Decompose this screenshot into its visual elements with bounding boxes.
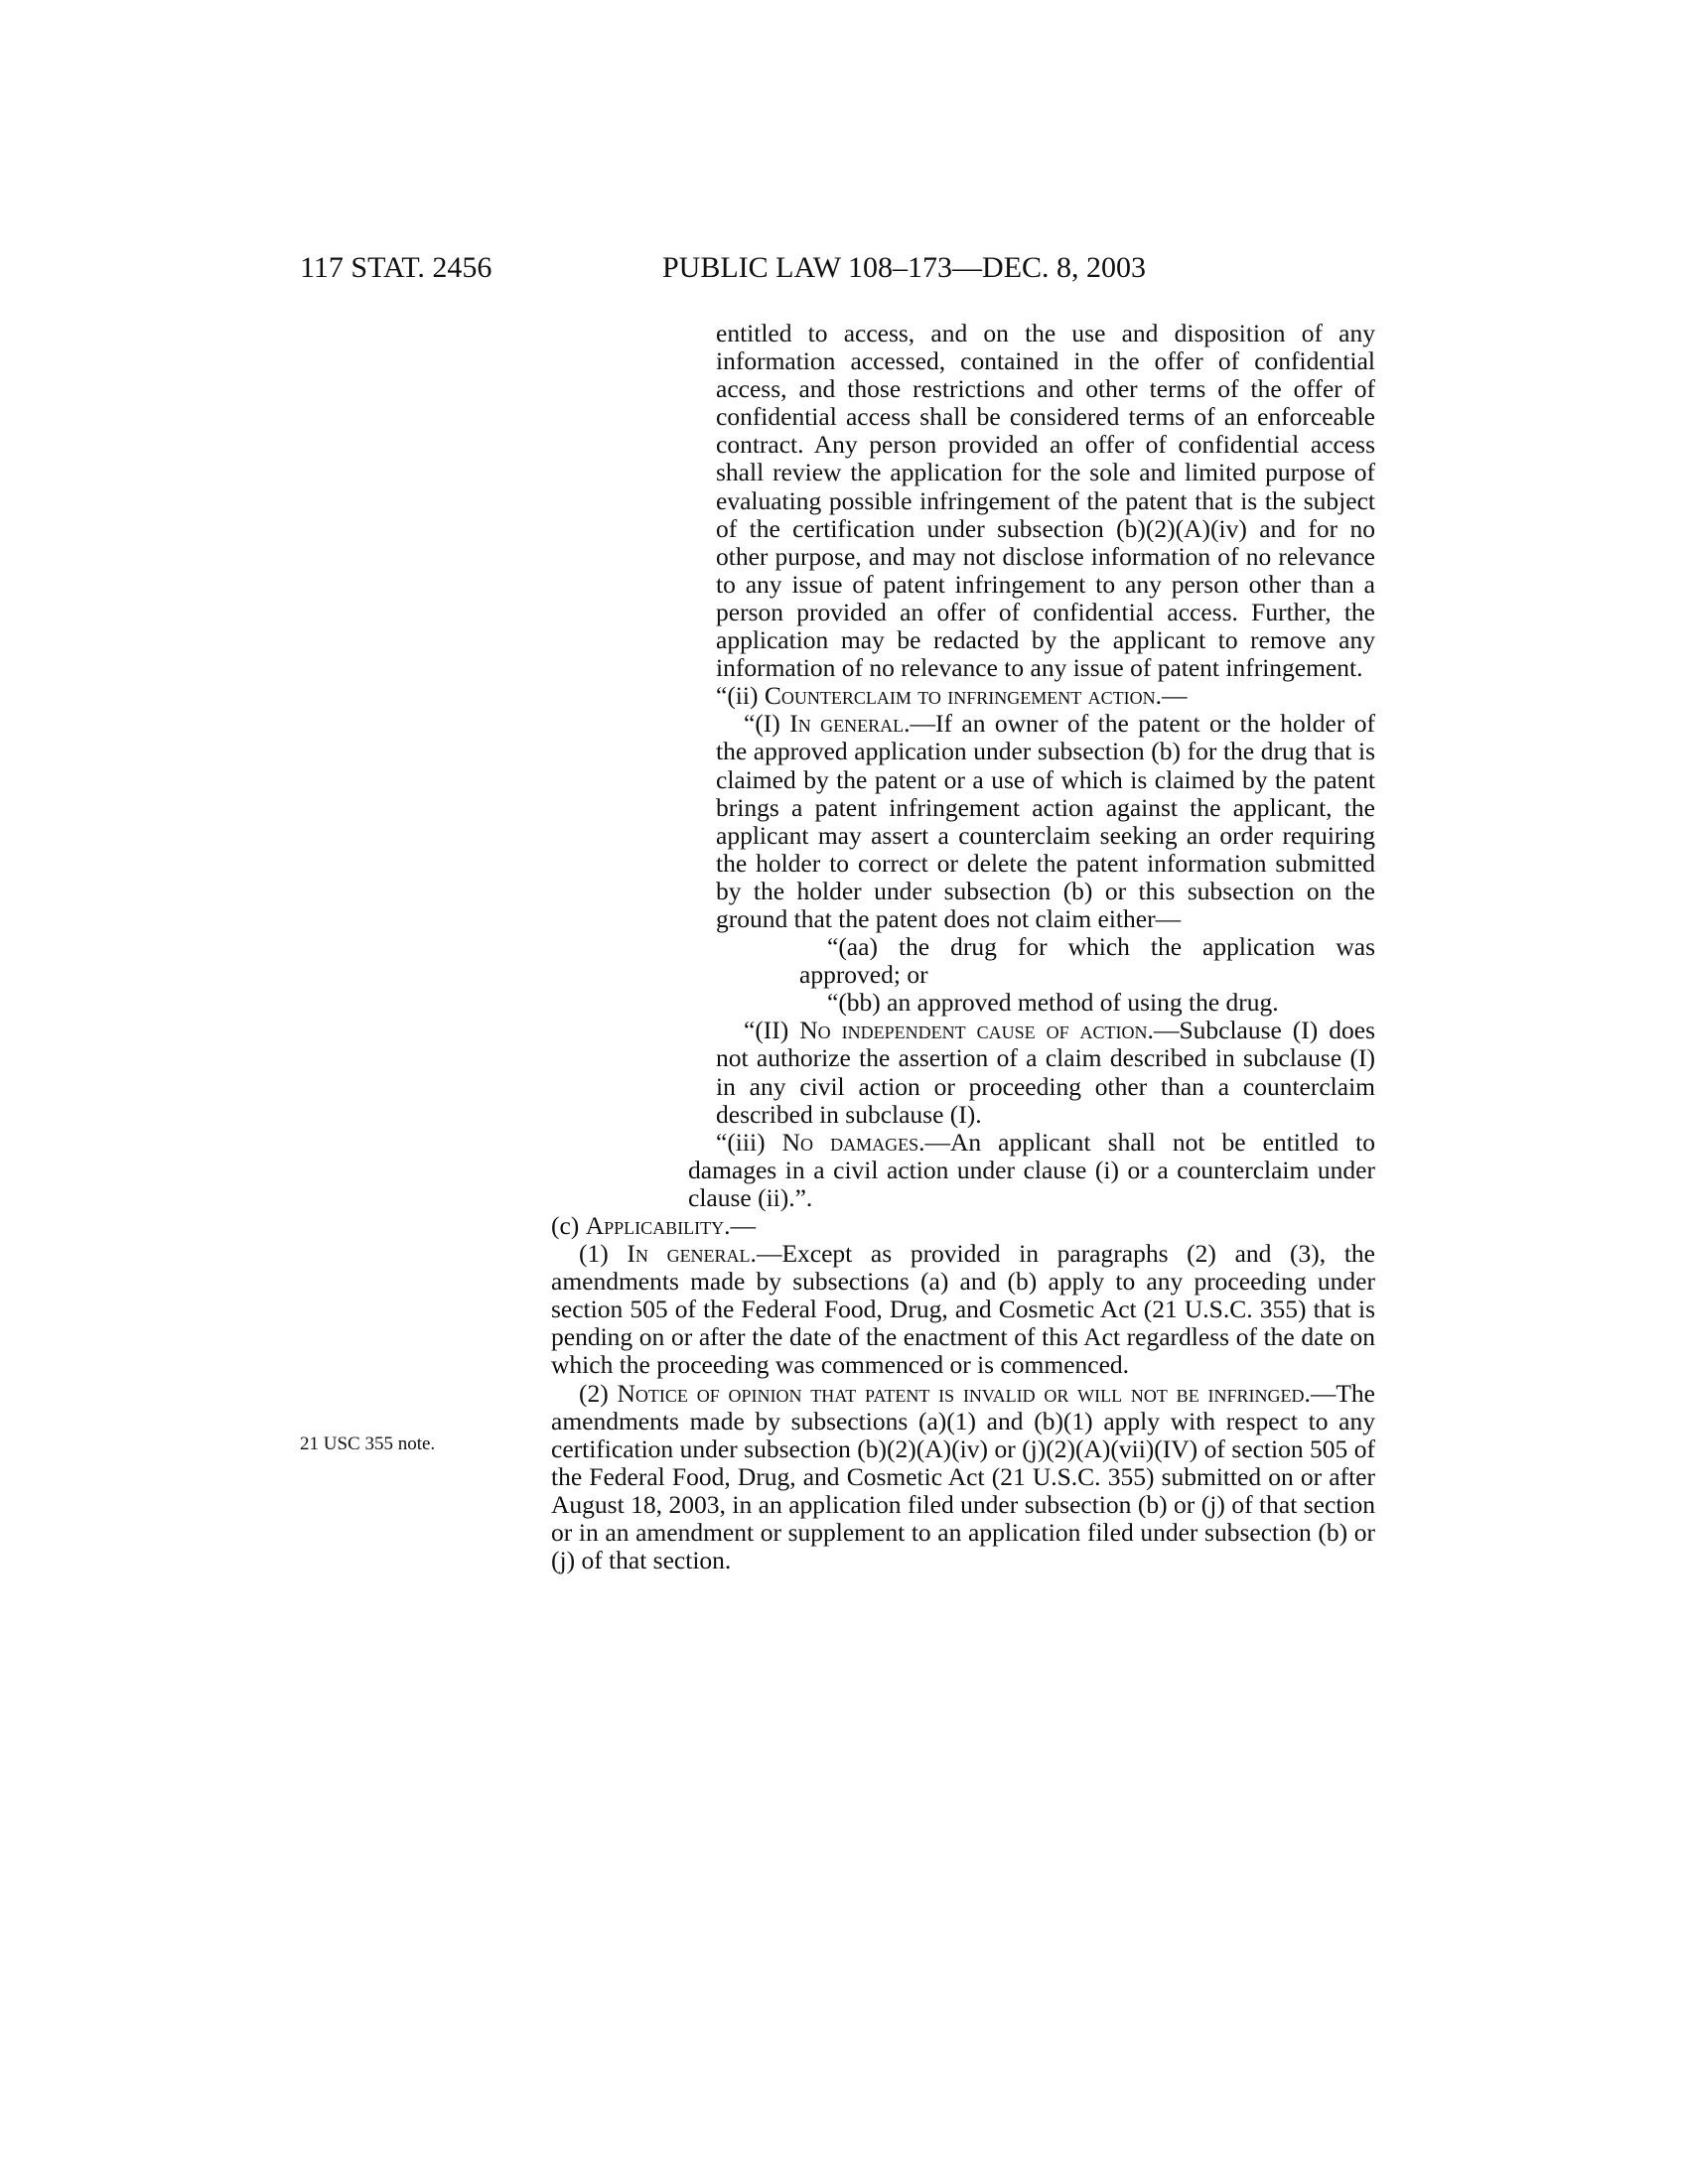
subclause-I-heading: In general. bbox=[789, 709, 911, 739]
clause-iii bbox=[551, 1129, 1375, 1212]
paragraph-1-heading: In general. bbox=[627, 1239, 757, 1269]
clause-ii-prefix: “(ii) bbox=[716, 681, 765, 711]
statute-text bbox=[551, 320, 1375, 1574]
continuation-paragraph: entitled to access, and on the use and disposition of any information accessed, contained in the offer of confidential access, and those restrictions and other terms of the offer of confidential access shall be considered terms of an enforceable contract. Any person provided an offer of confidential access shall review the application for the sole and limited purpose of evaluating possible infringement of the patent that is the subject of the certification under subsection (b)(2)(A)(iv) and for no other purpose, and may not disclose information of no relevance to any issue of patent infringement to any person other than a person provided an offer of confidential access. Further, the application may be redacted by the applicant to remove any information of no relevance to any issue of patent infringement. bbox=[716, 319, 1375, 683]
paragraph-2-heading: Notice of opinion that patent is invalid or will not be infringed. bbox=[617, 1378, 1311, 1408]
section-c-dash: — bbox=[730, 1211, 756, 1240]
clause-ii-title: Counterclaim to infringement action. bbox=[764, 681, 1163, 711]
margin-note: 21 USC 355 note. bbox=[300, 1433, 436, 1454]
subclause-II bbox=[551, 1017, 1375, 1128]
subclause-II-prefix: “(II) bbox=[744, 1016, 800, 1045]
item-bb: “(bb) an approved method of using the drug. bbox=[827, 988, 1279, 1018]
page-number: 117 STAT. 2456 bbox=[300, 251, 492, 284]
paragraph-1-prefix: (1) bbox=[579, 1239, 628, 1269]
clause-ii-heading bbox=[551, 682, 1375, 710]
section-c-prefix: (c) bbox=[551, 1211, 586, 1240]
clause-iii-text: —An applicant shall not be entitled to damages in a civil action under clause (i) or a counterclaim under clause (ii).”. bbox=[688, 1127, 1376, 1212]
clause-iii-prefix: “(iii) bbox=[716, 1127, 782, 1157]
subclause-II-heading: No independent cause of action. bbox=[799, 1016, 1154, 1045]
paragraph-1-text: —Except as provided in paragraphs (2) and (3), the amendments made by subsections (a) and (b) apply to any proceeding under section 505 of the Federal Food, Drug, and Cosmetic Act (21 U.S.C. 355) that is pending on or after the date of the enactment of this Act regardless of the date on which the proceeding was commenced or is commenced. bbox=[551, 1239, 1375, 1380]
running-header-title: PUBLIC LAW 108–173—DEC. 8, 2003 bbox=[662, 251, 1147, 284]
subclause-II-text: —Subclause (I) does not authorize the assertion of a claim described in subclause (I) in any civil action or proceeding other than a counterclaim described in subclause (I). bbox=[716, 1016, 1375, 1129]
clause-iii-heading: No damages. bbox=[781, 1127, 925, 1157]
clause-ii-dash: — bbox=[1162, 681, 1188, 711]
paragraph-2 bbox=[523, 1380, 1375, 1575]
item-aa: “(aa) the drug for which the application was approved; or bbox=[799, 932, 1375, 990]
subclause-I bbox=[551, 710, 1375, 933]
subclause-I-prefix: “(I) bbox=[744, 709, 790, 739]
paragraph-1 bbox=[523, 1240, 1375, 1379]
subclause-I-text: —If an owner of the patent or the holder of the approved application under subsection (b) for the drug that is claimed by the patent or a use of which is claimed by the patent brings a patent infringement action against the applicant, the applicant may assert a counterclaim seeking an order requiring the holder to correct or delete the patent information submitted by the holder under subsection (b) or this subsection on the ground that the patent does not claim either— bbox=[716, 709, 1376, 933]
section-c-heading bbox=[523, 1212, 1375, 1240]
section-c-title: Applicability. bbox=[585, 1211, 731, 1240]
paragraph-2-prefix: (2) bbox=[579, 1378, 618, 1408]
paragraph-2-text: —The amendments made by subsections (a)(1) and (b)(1) apply with respect to any certification under subsection (b)(2)(A)(iv) or (j)(2)(A)(vii)(IV) of section 505 of the Federal Food, Drug, and Cosmetic Act (21 U.S.C. 355) submitted on or after August 18, 2003, in an application filed under subsection (b) or (j) of that section or in an amendment or supplement to an application filed under subsection (b) or (j) of that section. bbox=[551, 1378, 1375, 1575]
